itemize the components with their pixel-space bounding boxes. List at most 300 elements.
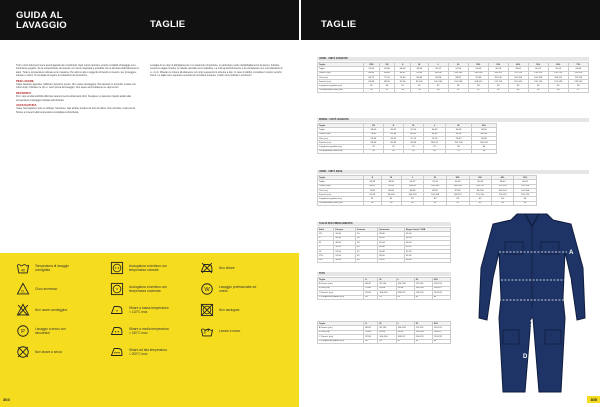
table-cell: 40 [401, 201, 424, 205]
table-cell: 46-48 [334, 236, 356, 240]
table-header-cell: L [396, 278, 414, 282]
svg-text:CL: CL [20, 289, 26, 294]
table-cell: 84-88 [428, 75, 448, 79]
symbols-panel [0, 253, 299, 407]
table-cell: M [318, 241, 334, 245]
table-cell: Lunghezza gamba (cm) [318, 145, 364, 149]
table-cell: 36-38 [404, 236, 450, 240]
table-cell: 44 [491, 201, 514, 205]
table-cell: 58-60 [508, 67, 528, 71]
table-cell: L [318, 245, 334, 249]
table-cell: 62-64 [548, 67, 568, 71]
table-header-cell: 3XL [469, 176, 491, 180]
table-cell: 120-124 [514, 193, 537, 197]
table-cell: 70-74 [403, 136, 423, 140]
table-header-cell: S [383, 124, 403, 128]
table-header-cell: 6XL [548, 63, 568, 67]
table-cell: 80 [446, 145, 471, 149]
table-cell: 54-56 [468, 67, 488, 71]
table-cell: C Fianchi (cm) [318, 335, 364, 339]
table-cell: 62-66 [364, 136, 384, 140]
table-cell: 92-96 [446, 188, 469, 192]
table-cell: 80 [364, 295, 378, 299]
table-cell: 84 [491, 197, 514, 201]
table-cell: 79 [423, 145, 446, 149]
symbol-item: Lavare a mano [200, 324, 259, 338]
no-dry-clean-icon [16, 345, 30, 359]
washing-text-column [16, 64, 141, 116]
chlorine-ok-icon [16, 282, 30, 296]
table-cell: 124-128 [432, 291, 450, 295]
table-cell: 47 [568, 88, 588, 92]
table-cell: 39 [410, 88, 428, 92]
table-cell: Lunghezza gamba (cm) [318, 197, 364, 201]
table-cell: 128-132 [568, 80, 588, 84]
table-cell: 96-100 [410, 80, 428, 84]
table-cell: 92-96 [395, 80, 411, 84]
table-cell: 88-92 [424, 188, 447, 192]
table-cell: 44-46 [379, 67, 395, 71]
table-cell: 94-98 [446, 132, 471, 136]
table-cell: 46-48 [378, 249, 405, 253]
table-cell: 44 [356, 254, 378, 258]
table-cell: 56-58 [469, 180, 491, 184]
size-table-men-advanced [317, 62, 589, 93]
symbol-item: Non stirare [200, 261, 259, 275]
table-header-cell: XXL [446, 176, 469, 180]
table-cell: 42-44 [364, 67, 380, 71]
table-cell: B Vita (cm) [318, 286, 364, 290]
table-cell: 124-128 [432, 335, 450, 339]
table-cell: 116-120 [491, 193, 514, 197]
table-cell: 44-46 [334, 232, 356, 236]
table-row [318, 258, 451, 262]
symbol-item: Asciugatura a tamburo con temperatura normale [110, 261, 169, 275]
table-cell: 108-112 [548, 75, 568, 79]
table-cell: 38 [356, 241, 378, 245]
table-cell: 86-90 [403, 132, 423, 136]
table-cell: 44-46 [423, 128, 446, 132]
table-cell: 85 [568, 84, 588, 88]
table-cell: 58-60 [491, 180, 514, 184]
table-header-cell: Italia [318, 228, 334, 232]
sizes-text-column [150, 64, 285, 80]
table-cell: 90-94 [383, 141, 403, 145]
table-cell: Fianchi (cm) [318, 80, 364, 84]
table-cell: 40-42 [378, 236, 405, 240]
table-cell: 84 [432, 339, 450, 343]
table-header-cell: Francia [356, 228, 378, 232]
table-header-cell: XS [379, 63, 395, 67]
table-cell: Torace (cm) [318, 184, 364, 188]
table-header-cell: Taglia [318, 322, 364, 326]
table-cell: 41 [424, 201, 447, 205]
table-cell: 100-104 [414, 330, 432, 334]
table-cell: 72-76 [379, 75, 395, 79]
no-tumble-icon [200, 303, 214, 317]
table-cell: 48-50 [471, 128, 496, 132]
table-cell: 92-96 [364, 193, 382, 197]
table-cell: 100-104 [414, 286, 432, 290]
table-header-cell: Taglia [318, 124, 364, 128]
table-cell: 60-62 [514, 180, 537, 184]
table-cell: 81 [378, 295, 396, 299]
table-cell: Fianchi (cm) [318, 141, 364, 145]
table-cell: XL [318, 249, 334, 253]
table-cell: 45 [514, 201, 537, 205]
table-cell: 54-56 [446, 180, 469, 184]
table-cell: 104-108 [528, 75, 548, 79]
table-cell: 50-52 [428, 67, 448, 71]
table-cell: 68-72 [364, 75, 380, 79]
table-cell: 84-88 [364, 80, 380, 84]
size-table-overalls-2 [317, 321, 451, 344]
symbol-item: Stirare a bassa temperatura < 110°C max [110, 303, 169, 317]
table-cell: 74-78 [423, 136, 446, 140]
table-cell: 84-88 [378, 330, 396, 334]
table-header-cell: L [428, 63, 448, 67]
right-page [301, 0, 600, 407]
table-header-cell: L [401, 176, 424, 180]
table-cell: 108-112 [488, 71, 508, 75]
table-cell: 104-108 [448, 80, 468, 84]
table-cell: 88-92 [395, 71, 411, 75]
table-cell: 43 [469, 201, 491, 205]
table-cell: 81 [364, 197, 382, 201]
table-cell: 108-112 [469, 184, 491, 188]
table-cell: 124-128 [568, 71, 588, 75]
iron-mid-icon [110, 324, 124, 338]
table-cell: 104-108 [396, 326, 414, 330]
symbol-item: P Lavaggio a secco con idrocarburi [16, 324, 75, 338]
label-d: D [523, 354, 528, 360]
table-cell: 120-124 [432, 282, 450, 286]
table-header-cell: M [410, 63, 428, 67]
table-cell: 96-100 [378, 326, 396, 330]
table-cell: 41 [448, 88, 468, 92]
table-cell: 44-46 [378, 245, 405, 249]
table-cell: 76-80 [364, 286, 378, 290]
page-number-left: 304 [0, 396, 13, 403]
table-row [318, 339, 451, 343]
table-cell: 50-52 [334, 245, 356, 249]
table-header-cell: 7XL [568, 63, 588, 67]
table-cell: 46 [548, 88, 568, 92]
table5-title: TUTE [317, 272, 451, 276]
section-heading: DETERSIVI [16, 90, 31, 95]
table-cell: Taglia [318, 180, 364, 184]
table-cell: 76-80 [364, 330, 378, 334]
symbol-item: Asciugatura a tamburo con temperatura moderata [110, 282, 169, 296]
table-cell: 50-52 [378, 258, 405, 262]
table-cell: 78 [383, 145, 403, 149]
table-cell: S [318, 236, 334, 240]
table-row [318, 295, 451, 299]
table-cell: 48-50 [334, 241, 356, 245]
table-cell: 100-104 [378, 335, 396, 339]
table-cell: XS [318, 232, 334, 236]
size-table-women-advanced [317, 123, 497, 154]
coverall-measurement-figure [473, 208, 591, 398]
table-header-cell: M [381, 176, 401, 180]
table-cell: 60-62 [528, 67, 548, 71]
table-cell: 100-104 [401, 193, 424, 197]
label-b: B [567, 278, 572, 284]
table-cell: 88-92 [448, 75, 468, 79]
table-cell: 84-88 [378, 286, 396, 290]
table-row [318, 88, 589, 92]
table-cell: 92-96 [396, 330, 414, 334]
table-row [318, 149, 497, 153]
section-heading: ASCIUGATURA [16, 103, 37, 108]
table-header-cell: XL [424, 176, 447, 180]
table-cell: Vita (cm) [318, 188, 364, 192]
table-cell: 112-116 [469, 193, 491, 197]
table-cell: 40 [356, 245, 378, 249]
table-header-cell: XL [414, 278, 432, 282]
table-cell: 40-42 [404, 245, 450, 249]
table-cell: 88-92 [364, 184, 382, 188]
table-cell: 100-104 [378, 291, 396, 295]
table-header-cell: XXL [432, 322, 450, 326]
table-header-cell: 4XL [508, 63, 528, 67]
tumble-normal-icon [110, 261, 124, 275]
table-cell: 48-50 [410, 67, 428, 71]
table-cell: 48-50 [381, 180, 401, 184]
table-cell: 98-102 [423, 141, 446, 145]
table-cell: 108-112 [468, 80, 488, 84]
svg-text:P: P [21, 329, 25, 336]
table-cell: 116-120 [508, 80, 528, 84]
table-cell: 82 [448, 84, 468, 88]
table-cell: 104-108 [396, 282, 414, 286]
table-cell: 84 [432, 295, 450, 299]
sizes-title-right: TAGLIE [321, 19, 357, 30]
table-cell: 38 [395, 88, 411, 92]
table-cell: 82 [396, 295, 414, 299]
table-header-cell: XXS [364, 63, 380, 67]
table-cell: 36 [364, 88, 380, 92]
table-cell: 83 [446, 197, 469, 201]
table-header-cell: XL [414, 322, 432, 326]
table-cell: 56-58 [334, 258, 356, 262]
table-cell: 112-116 [491, 184, 514, 188]
table-header-cell: XXL [468, 63, 488, 67]
table-cell: 92-96 [381, 184, 401, 188]
section-text: Usare lavatrice apposita. Utilizzare detersivo neutro. Non usare candeggina. Non lasciare in ammollo. Lavare con colori simili. Chiudere le zip e i velcri prima del lavaggio. Non usare ammorbidente su capi tecnici. [16, 83, 136, 90]
table-header-cell: XXL [471, 124, 496, 128]
table-cell: 92-96 [468, 75, 488, 79]
table-cell: 42 [468, 88, 488, 92]
table-cell: 45 [528, 88, 548, 92]
table-header-cell: XL [446, 124, 471, 128]
svg-text:40: 40 [21, 268, 25, 273]
size-table-men-basic [317, 175, 537, 206]
dry-clean-p-icon [16, 324, 30, 338]
table-cell: Taglia [318, 67, 364, 71]
table-cell: B Vita (cm) [318, 330, 364, 334]
table-cell: 44 [508, 88, 528, 92]
table1-title: UOMO - UNITÀ AVANZATE [317, 57, 589, 61]
table-cell: 96-100 [401, 184, 424, 188]
table-cell: 96-100 [381, 193, 401, 197]
table-cell: A Torace (cm) [318, 282, 364, 286]
table-cell: 83 [488, 84, 508, 88]
table-cell: 120-124 [528, 80, 548, 84]
table-cell: 80-84 [364, 71, 380, 75]
table-cell: 52-54 [424, 180, 447, 184]
table-header-cell: 5XL [514, 176, 537, 180]
table-cell: 112-116 [488, 80, 508, 84]
table-cell: 82 [396, 339, 414, 343]
table-cell: 88-92 [379, 80, 395, 84]
table-cell: 85 [548, 84, 568, 88]
table-header-cell: S [364, 322, 378, 326]
table-cell: 78 [364, 145, 384, 149]
table-cell: 40-42 [383, 128, 403, 132]
table-header-cell: S [364, 278, 378, 282]
table-cell: 98-102 [471, 132, 496, 136]
table-cell: Torace (cm) [318, 132, 364, 136]
left-page [0, 0, 299, 407]
symbol-item: Stirare ad alta temperatura < 200°C max [110, 345, 169, 359]
table-cell: 42-44 [378, 241, 405, 245]
table-cell: 108-112 [396, 291, 414, 295]
table-cell: 36 [423, 149, 446, 153]
table-cell: 108-112 [432, 286, 450, 290]
table-cell: 82 [424, 197, 447, 201]
label-c: C [569, 298, 574, 304]
table-cell: 92-96 [410, 71, 428, 75]
table-cell: 104-108 [446, 184, 469, 188]
table-header-cell: Taglia [318, 278, 364, 282]
table-cell: 80 [379, 84, 395, 88]
sizes-title-left: TAGLIE [150, 19, 186, 30]
symbol-item: 40 Temperatura di lavaggio consigliata [16, 261, 75, 275]
table-cell: 76-80 [364, 188, 382, 192]
table-header-cell: Germania [378, 228, 405, 232]
table-header-cell: L [423, 124, 446, 128]
table-cell: 46-48 [364, 180, 382, 184]
symbol-item: Non usare candeggina [16, 303, 75, 317]
table-header-cell: 3XL [488, 63, 508, 67]
table-cell: A Torace (cm) [318, 326, 364, 330]
table-cell: 39 [381, 201, 401, 205]
table-cell: 84 [514, 197, 537, 201]
table-cell: 42 [446, 201, 469, 205]
table-cell: 108-112 [446, 193, 469, 197]
table-cell: Taglia [318, 128, 364, 132]
table-cell: 36 [356, 236, 378, 240]
table-cell: Circonferenza collo (cm) [318, 201, 364, 205]
section-text: Per i capi ad alta visibilità utilizzare detersivi senza sbiancanti ottici. Scegliere un detersivo liquido adatto alla temperatura di lavaggio indicata sull'etichetta. [16, 95, 131, 102]
table3-title: UOMO - UNITÀ BASE [317, 170, 589, 174]
tumble-low-icon [110, 282, 124, 296]
iron-max-icon [110, 345, 124, 359]
left-header-bar [0, 0, 299, 40]
table-header-cell: Regno Unito / USA [404, 228, 450, 232]
table-cell: 3XL [318, 258, 334, 262]
table-cell: 37 [446, 149, 471, 153]
table-cell: 46 [356, 258, 378, 262]
table-header-cell: Europa [334, 228, 356, 232]
table-cell: 108-112 [396, 335, 414, 339]
table-cell: 83 [414, 339, 432, 343]
table-cell: 96-100 [469, 188, 491, 192]
table-cell: 80 [471, 145, 496, 149]
table-cell: 33 [364, 149, 384, 153]
table-header-cell: XXL [432, 278, 450, 282]
table-cell: 79 [403, 145, 423, 149]
table-cell: 38-40 [378, 232, 405, 236]
section-heading: PER LAVARE [16, 78, 34, 83]
table-cell: 46-48 [404, 258, 450, 262]
table-cell: 42-44 [404, 249, 450, 253]
table-cell: Torace (cm) [318, 71, 364, 75]
table-cell: 94-98 [403, 141, 423, 145]
table-cell: 112-116 [508, 71, 528, 75]
table-header-cell: XL [448, 63, 468, 67]
table-cell: 124-128 [548, 80, 568, 84]
table-cell: 112-116 [414, 326, 432, 330]
table-cell: 52-54 [448, 67, 468, 71]
table-cell: 92-96 [396, 286, 414, 290]
table-cell: 82-86 [383, 132, 403, 136]
table-cell: 96-100 [488, 75, 508, 79]
table-cell: 78-82 [364, 132, 384, 136]
size-conversion-table [317, 227, 451, 263]
table-cell: 44-46 [404, 254, 450, 258]
table-cell: 46-48 [395, 67, 411, 71]
table4-title: TAGLIE PER ABBIGLIAMENTO [317, 222, 451, 226]
table-cell: 34 [356, 232, 378, 236]
table-cell: 106-110 [471, 141, 496, 145]
size-table-overalls-1 [317, 277, 451, 300]
table-cell: 120-124 [432, 326, 450, 330]
table-cell: 76-80 [395, 75, 411, 79]
symbol-item: Non asciugare [200, 303, 259, 317]
table-cell: 80 [364, 339, 378, 343]
table-cell: 40 [428, 88, 448, 92]
table-header-cell: L [396, 322, 414, 326]
table-cell: 104-108 [514, 188, 537, 192]
table-cell: 80 [364, 84, 380, 88]
table-cell: 81 [410, 84, 428, 88]
table-cell: 84-88 [401, 188, 424, 192]
table-header-cell: 4XL [491, 176, 514, 180]
table-cell: Vita (cm) [318, 75, 364, 79]
table-header-cell: XS [364, 124, 384, 128]
table-header-cell: M [378, 322, 396, 326]
symbol-item: CL Cloro ammesso [16, 282, 75, 296]
table-cell: 37 [379, 88, 395, 92]
table-cell: 84 [528, 84, 548, 88]
table-cell: 83 [468, 84, 488, 88]
table-cell: 84-88 [379, 71, 395, 75]
table-cell: 43 [488, 88, 508, 92]
table-cell: 46-48 [446, 128, 471, 132]
table-cell: 82 [401, 197, 424, 201]
table-cell: 80-84 [410, 75, 428, 79]
table-cell: 116-120 [528, 71, 548, 75]
table-header-cell: 5XL [528, 63, 548, 67]
table-cell: 50-52 [401, 180, 424, 184]
table-cell: 104-108 [424, 193, 447, 197]
table-cell: 42 [356, 249, 378, 253]
table-cell: 34 [383, 149, 403, 153]
table-cell: 38-40 [364, 128, 384, 132]
table-header-cell: S [364, 176, 382, 180]
